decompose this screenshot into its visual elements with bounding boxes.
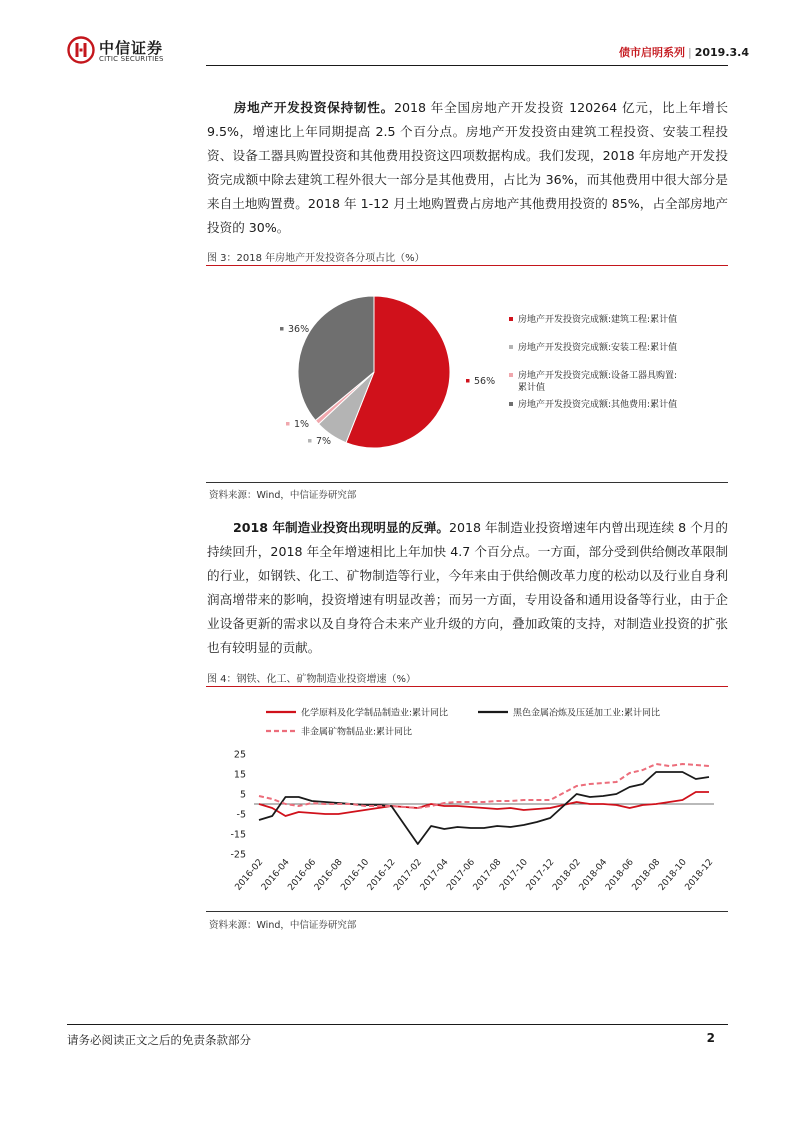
pie-slices xyxy=(298,296,450,448)
paragraph-lead: 2018 年制造业投资出现明显的反弹。 xyxy=(233,520,449,535)
series-separator: | xyxy=(688,46,692,59)
line-legend-label: 黑色金属冶炼及压延加工业:累计同比 xyxy=(513,708,661,719)
y-tick-label: 15 xyxy=(233,769,246,781)
x-tick-label: 2018-08 xyxy=(630,857,663,893)
pie-legend-label: 房地产开发投资完成额:设备工器具购置: xyxy=(518,371,678,381)
y-tick-label: -15 xyxy=(230,829,246,841)
pie-legend-marker xyxy=(509,373,513,377)
pie-chart xyxy=(206,266,728,476)
line-chart xyxy=(206,690,728,905)
figure-4-top-rule xyxy=(206,686,728,687)
x-tick-label: 2017-10 xyxy=(498,857,531,893)
pie-label: 7% xyxy=(316,436,332,447)
citic-logo-icon xyxy=(67,36,95,64)
x-tick-label: 2017-04 xyxy=(418,857,451,893)
pie-legend-label-cont: 累计值 xyxy=(518,383,546,393)
x-tick-label: 2017-08 xyxy=(471,857,504,893)
pie-legend-label: 房地产开发投资完成额:其他费用:累计值 xyxy=(518,400,678,410)
pie-label-marker xyxy=(308,439,312,443)
paragraph-body: 2018 年全国房地产开发投资 120264 亿元，比上年增长 9.5%，增速比上年同期提高 2.5 个百分点。房地产开发投资由建筑工程投资、安装工程投资、设备工器具购置投资和其他费用投资这四项数据构成。我们发现，2018 年房地产开发投资完成额中除去建筑工程外很大一部分是其他费用，占比为 36%，而其他费用中很大部分是来自土地购置费。2018 年 1-12 月土地购置费占房地产其他费用投资的 85%，占全部房地产投资的 30%。 xyxy=(207,100,729,235)
x-tick-label: 2017-02 xyxy=(392,857,425,893)
figure-3-bottom-rule xyxy=(206,482,728,483)
logo-english-name: CITIC SECURITIES xyxy=(99,55,164,63)
pie-legend xyxy=(509,313,677,410)
pie-legend-label: 房地产开发投资完成额:安装工程:累计值 xyxy=(518,343,678,353)
page-number: 2 xyxy=(706,1031,715,1045)
figure-4-source: 资料来源：Wind，中信证券研究部 xyxy=(209,920,357,931)
y-tick-label: 5 xyxy=(239,789,246,801)
x-tick-label: 2016-08 xyxy=(312,857,345,893)
pie-label-marker xyxy=(466,379,470,383)
pie-label-marker xyxy=(286,422,290,426)
x-tick-label: 2018-06 xyxy=(604,857,636,893)
x-tick-label: 2016-02 xyxy=(233,857,266,893)
line-legend xyxy=(266,707,660,738)
pie-label: 1% xyxy=(294,419,310,430)
paragraph-manufacturing xyxy=(207,516,728,660)
pie-legend-label: 房地产开发投资完成额:建筑工程:累计值 xyxy=(518,315,678,325)
pie-legend-marker xyxy=(509,402,513,406)
x-tick-label: 2018-02 xyxy=(551,857,583,893)
pie-legend-marker xyxy=(509,317,513,321)
x-tick-label: 2017-12 xyxy=(524,857,557,893)
figure-4-title: 图 4：钢铁、化工、矿物制造业投资增速（%） xyxy=(207,674,417,685)
x-tick-label: 2016-04 xyxy=(259,857,292,893)
figure-4-bottom-rule xyxy=(206,911,728,912)
footer-rule xyxy=(67,1024,728,1025)
y-tick-label: 25 xyxy=(233,749,246,761)
x-tick-label: 2017-06 xyxy=(445,857,478,893)
y-tick-label: -25 xyxy=(230,849,246,861)
x-tick-label: 2016-06 xyxy=(286,857,319,893)
report-date: 2019.3.4 xyxy=(694,46,749,59)
figure-3-source: 资料来源：Wind，中信证券研究部 xyxy=(209,490,357,501)
series-name: 债市启明系列 xyxy=(619,46,685,59)
pie-label: 56% xyxy=(474,376,496,387)
x-tick-label: 2018-04 xyxy=(577,857,610,893)
paragraph-body: 2018 年制造业投资增速年内曾出现连续 8 个月的持续回升，2018 年全年增速相比上年加快 4.7 个百分点。一方面，部分受到供给侧改革限制的行业，如钢铁、化工、矿物制造等行业，今年来由于供给侧改革力度的松动以及行业自身利润高增带来的影响，投资增速有明显改善；而另一方面，专用设备和通用设备等行业，由于企业设备更新的需求以及自身符合未来产业升级的方向，叠加政策的支持，对制造业投资的扩张也有较明显的贡献。 xyxy=(207,520,729,655)
x-tick-label: 2016-10 xyxy=(339,857,372,893)
y-tick-label: -5 xyxy=(236,809,246,821)
disclaimer-note: 请务必阅读正文之后的免责条款部分 xyxy=(67,1033,251,1047)
x-tick-label: 2016-12 xyxy=(365,857,398,893)
pie-label-marker xyxy=(280,327,284,331)
pie-label: 36% xyxy=(288,324,310,335)
header-rule xyxy=(206,65,728,66)
figure-3-title: 图 3：2018 年房地产开发投资各分项占比（%） xyxy=(207,253,425,264)
paragraph-real-estate xyxy=(207,96,728,240)
pie-legend-marker xyxy=(509,345,513,349)
line-legend-label: 非金属矿物制品业:累计同比 xyxy=(301,727,413,738)
line-legend-label: 化学原料及化学制品制造业:累计同比 xyxy=(301,708,449,719)
paragraph-lead: 房地产开发投资保持韧性。 xyxy=(233,100,394,115)
report-series xyxy=(619,44,749,60)
x-tick-label: 2018-12 xyxy=(683,857,716,893)
x-tick-label: 2018-10 xyxy=(656,857,689,893)
logo-name: 中信证券 xyxy=(99,39,164,57)
